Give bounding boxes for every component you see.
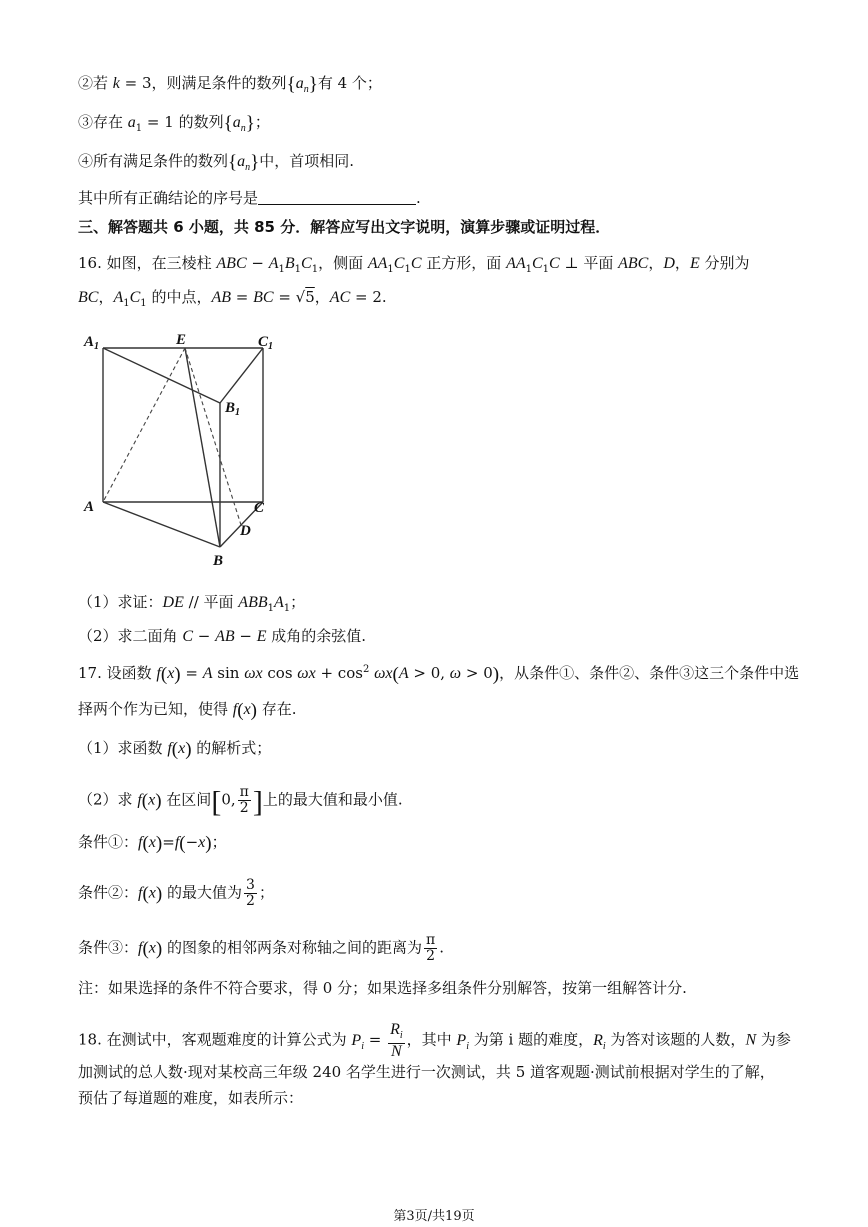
q17-part1: （1）求函数 f(x) 的解析式； (78, 739, 272, 760)
q16-stem-line1: 16. 如图，在三棱柱 ABC − $A_1B_1C_1$，侧面 $AA_1C_1C$ 正方形，面 $AA_1C_1C$ ⊥ 平面 ABC，D，E 分别为 (78, 254, 750, 275)
q17-stem-line2: 择两个作为已知，使得 f(x) 存在. (78, 700, 297, 721)
statement-2: ②若 k = 3，则满足条件的数列$\{a_n\}$有 4 个； (78, 74, 382, 96)
label-A: A (84, 499, 95, 515)
label-B1: $B_1$ (225, 400, 241, 418)
q18-stem-line3: 预估了每道题的难度，如表所示： (78, 1089, 304, 1107)
statement-3: ③存在 $a_1 = 1$ 的数列$\{a_n\}$； (78, 113, 270, 135)
label-A1: $A_1$ (84, 334, 100, 352)
label-D: D (240, 523, 251, 539)
q17-part2: （2）求 f(x) 在区间[0, $\frac{\pi}{2}$ ]上的最大值和最小值. (78, 784, 403, 819)
statement-4: ④所有满足条件的数列$\{a_n\}$中，首项相同. (78, 152, 355, 174)
q17-condition2: 条件②：f(x) 的最大值为 $\frac{3}{2}$ ； (78, 877, 274, 909)
q17-note: 注：如果选择的条件不符合要求，得 0 分；如果选择多组条件分别解答，按第一组解答计分. (78, 979, 687, 997)
answer-blank[interactable] (258, 190, 416, 205)
q16-stem-line2: BC，$A_1C_1$ 的中点，AB = BC = √5，AC = 2. (78, 288, 387, 309)
q17-condition3: 条件③：f(x) 的图象的相邻两条对称轴之间的距离为 $\frac{\pi}{2}$ . (78, 932, 444, 964)
label-C1: $C_1$ (258, 334, 274, 352)
label-C: C (254, 500, 265, 516)
section-heading: 三、解答题共 6 小题，共 85 分．解答应写出文字说明，演算步骤或证明过程． (78, 218, 611, 236)
label-E: E (176, 332, 187, 348)
q17-stem-line1: 17. 设函数 f(x) = A sin ωx $\cos \omega x + \cos^2 \omega x(A > 0$, ω > 0)，从条件①、条件②、条件③这三个条件中选 (78, 664, 800, 685)
page-footer: 第3页/共19页 (393, 1209, 475, 1224)
q16-part1: （1）求证：DE // 平面 $ABB_1A_1$； (78, 593, 306, 614)
label-B: B (213, 553, 224, 569)
q18-stem-line1: 18. 在测试中，客观题难度的计算公式为 $P_i$ = $\frac{R_i}{N}$ ，其中 $P_i$ 为第 i 题的难度，$R_i$ 为答对该题的人数，N 为参 (78, 1021, 791, 1061)
q16-part2: （2）求二面角 C − AB − E 成角的余弦值. (78, 627, 367, 645)
q17-condition1: 条件①：f(x)=f(−x)； (78, 833, 227, 854)
q18-stem-line2: 加测试的总人数·现对某校高三年级 240 名学生进行一次测试，共 5 道客观题·测试前根据对学生的了解， (78, 1063, 775, 1081)
prism-figure (78, 325, 278, 575)
answer-prompt: 其中所有正确结论的序号是 . (78, 189, 421, 207)
